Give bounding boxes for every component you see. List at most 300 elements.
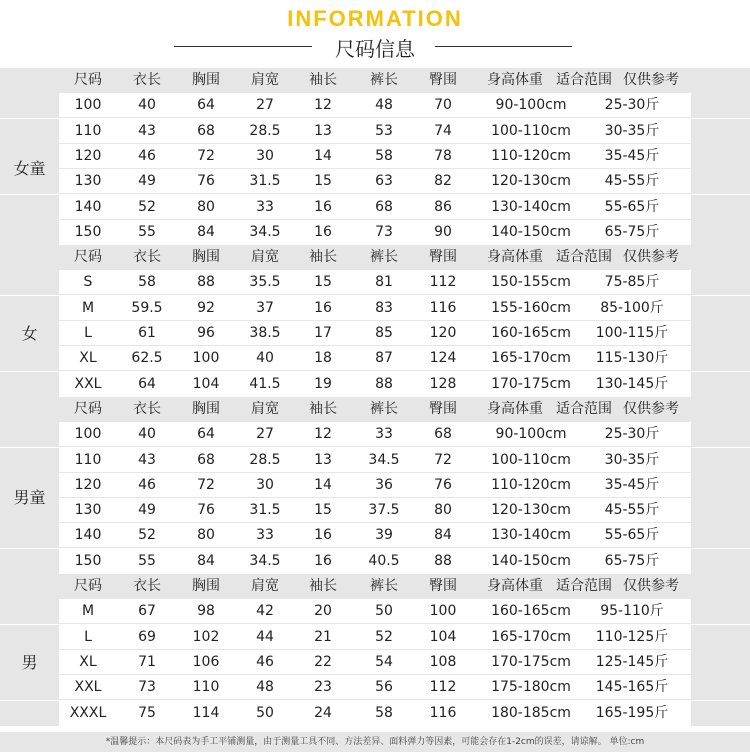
table-cell: 15: [314, 173, 332, 190]
table-cell: 63: [375, 173, 393, 190]
table-cell: 41.5: [249, 375, 281, 392]
column-header: 尺码: [74, 249, 102, 266]
footnote: *温馨提示：本尺码表为手工平铺测量，由于测量工具不同、方法差异、面料弹力等因素，可能会存在1-2cm的误差，请谅解。 单位:cm: [0, 732, 750, 752]
table-cell: 110: [74, 451, 102, 468]
size-row: [0, 498, 750, 523]
table-cell: 55-65斤: [604, 198, 660, 215]
column-header: 仅供参考: [623, 578, 679, 594]
group-label: 男童: [13, 488, 46, 508]
size-row: [0, 119, 750, 144]
table-cell: 100-115斤: [595, 325, 669, 341]
table-cell: 84: [434, 527, 452, 544]
table-cell: 130: [74, 502, 102, 519]
header-row: [0, 68, 750, 93]
table-cell: 170-175cm: [491, 375, 571, 392]
column-header: 裤长: [370, 400, 398, 417]
table-cell: 28.5: [249, 451, 281, 468]
table-cell: 14: [314, 147, 332, 164]
table-cell: 68: [197, 451, 215, 468]
column-header: 裤长: [370, 578, 398, 594]
column-header: 肩宽: [251, 72, 279, 88]
table-cell: 42: [256, 603, 274, 620]
table-cell: 80: [434, 502, 452, 519]
table-cell: 43: [138, 451, 156, 468]
table-cell: 108: [429, 653, 457, 670]
table-cell: 100-110cm: [491, 122, 571, 139]
table-cell: 49: [138, 173, 156, 190]
table-cell: 35-45斤: [604, 476, 660, 493]
table-cell: 130-145斤: [595, 375, 669, 392]
table-cell: 25-30斤: [604, 97, 660, 114]
table-cell: 22: [314, 653, 332, 670]
table-cell: 88: [197, 274, 215, 291]
table-cell: 120: [74, 476, 102, 493]
table-cell: 106: [192, 653, 220, 670]
table-cell: 110: [192, 679, 220, 696]
table-cell: 70: [434, 97, 452, 114]
row-left-band: [0, 549, 59, 574]
size-row: [0, 422, 750, 447]
table-cell: 40: [138, 97, 156, 114]
row-left-band: [0, 701, 59, 726]
table-cell: 38.5: [249, 325, 281, 341]
table-cell: 130-140cm: [491, 198, 571, 215]
table-cell: 52: [138, 527, 156, 544]
row-left-band: [0, 372, 59, 397]
table-cell: 110-125斤: [595, 628, 669, 645]
row-right-band: [691, 169, 750, 194]
table-cell: 27: [256, 426, 274, 443]
size-row: [0, 448, 750, 473]
table-cell: 58: [375, 147, 393, 164]
table-cell: 72: [197, 147, 215, 164]
table-cell: 116: [429, 704, 457, 721]
table-cell: M: [81, 299, 95, 316]
size-row: [0, 296, 750, 321]
table-cell: 90-100cm: [495, 97, 567, 114]
table-cell: 110: [74, 122, 102, 139]
table-cell: 84: [197, 223, 215, 240]
table-cell: 160-165cm: [491, 603, 571, 620]
table-cell: 112: [429, 274, 457, 291]
title-en: INFORMATION: [287, 6, 463, 31]
table-cell: 54: [375, 653, 393, 670]
table-cell: 76: [434, 476, 452, 493]
table-cell: 170-175cm: [491, 653, 571, 670]
table-cell: 83: [375, 299, 393, 316]
table-cell: 73: [138, 679, 156, 696]
size-row: [0, 321, 750, 346]
table-cell: 62.5: [131, 350, 163, 367]
size-row: [0, 346, 750, 371]
table-cell: 100-110cm: [491, 451, 571, 468]
header-row: [0, 397, 750, 422]
table-cell: 40: [256, 350, 274, 367]
column-header: 适合范围: [556, 249, 612, 266]
column-header: 身高体重: [487, 400, 543, 417]
table-cell: 45-55斤: [604, 173, 660, 190]
row-right-band: [691, 422, 750, 447]
table-cell: 23: [314, 679, 332, 696]
table-cell: 36: [375, 476, 393, 493]
row-right-band: [691, 346, 750, 371]
table-cell: 13: [314, 122, 332, 139]
table-cell: 86: [434, 198, 452, 215]
table-cell: 34.5: [368, 451, 400, 468]
column-header: 适合范围: [556, 400, 612, 417]
column-header: 袖长: [309, 72, 337, 88]
table-cell: 30-35斤: [604, 451, 660, 468]
table-cell: L: [84, 325, 92, 341]
table-cell: 52: [375, 628, 393, 645]
table-cell: 16: [314, 552, 332, 569]
column-header: 胸围: [192, 578, 220, 594]
table-cell: 43: [138, 122, 156, 139]
table-cell: 87: [375, 350, 393, 367]
row-left-band: [0, 448, 59, 473]
size-row: [0, 270, 750, 295]
row-left-band: [0, 625, 59, 650]
table-cell: 114: [192, 704, 220, 721]
row-right-band: [691, 448, 750, 473]
table-cell: 78: [434, 147, 452, 164]
table-cell: 40: [138, 426, 156, 443]
size-row: [0, 650, 750, 675]
table-cell: 56: [375, 679, 393, 696]
row-right-band: [691, 625, 750, 650]
size-row: [0, 701, 750, 726]
table-cell: 72: [434, 451, 452, 468]
table-cell: 48: [256, 679, 274, 696]
table-cell: 180-185cm: [491, 704, 571, 721]
row-right-band: [691, 144, 750, 169]
table-cell: 33: [256, 527, 274, 544]
table-cell: 55: [138, 552, 156, 569]
table-cell: 59.5: [131, 299, 163, 316]
table-cell: 34.5: [249, 552, 281, 569]
table-cell: 40.5: [368, 552, 400, 569]
column-header: 肩宽: [251, 578, 279, 594]
size-row: [0, 523, 750, 548]
table-cell: 80: [197, 198, 215, 215]
table-cell: 82: [434, 173, 452, 190]
table-cell: 104: [429, 628, 457, 645]
column-header: 仅供参考: [623, 400, 679, 417]
table-cell: 128: [429, 375, 457, 392]
table-cell: 71: [138, 653, 156, 670]
column-header: 臀围: [429, 72, 457, 88]
table-cell: 58: [375, 704, 393, 721]
row-right-band: [691, 220, 750, 245]
table-cell: 80: [197, 527, 215, 544]
table-cell: 98: [197, 603, 215, 620]
row-right-band: [691, 549, 750, 574]
group-label: 女童: [13, 159, 46, 179]
row-right-band: [691, 93, 750, 118]
table-cell: 76: [197, 502, 215, 519]
table-cell: 130: [74, 173, 102, 190]
table-cell: 85-100斤: [600, 299, 664, 316]
column-header: 肩宽: [251, 249, 279, 266]
table-cell: 67: [138, 603, 156, 620]
table-cell: 21: [314, 628, 332, 645]
table-cell: 31.5: [249, 502, 281, 519]
table-cell: 84: [197, 552, 215, 569]
table-cell: 15: [314, 502, 332, 519]
row-right-band: [691, 321, 750, 346]
table-cell: 39: [375, 527, 393, 544]
column-header: 衣长: [133, 72, 161, 88]
column-header: 臀围: [429, 249, 457, 266]
table-cell: 73: [375, 223, 393, 240]
table-cell: 100: [74, 426, 102, 443]
column-header: 衣长: [133, 578, 161, 594]
table-cell: 35.5: [249, 274, 281, 291]
table-cell: 64: [138, 375, 156, 392]
table-cell: 165-170cm: [491, 350, 571, 367]
column-header: 身高体重: [487, 249, 543, 266]
column-header: 裤长: [370, 249, 398, 266]
table-cell: 140-150cm: [491, 552, 571, 569]
column-header: 裤长: [370, 72, 398, 88]
size-row: [0, 195, 750, 220]
group-label: 女: [21, 323, 38, 343]
table-cell: 76: [197, 173, 215, 190]
row-left-band: [0, 346, 59, 371]
table-cell: 104: [192, 375, 220, 392]
table-cell: 120: [74, 147, 102, 164]
row-left-band: [0, 270, 59, 295]
table-cell: 31.5: [249, 173, 281, 190]
row-right-band: [691, 650, 750, 675]
table-cell: 52: [138, 198, 156, 215]
row-right-band: [691, 523, 750, 548]
row-right-band: [691, 701, 750, 726]
table-cell: XL: [79, 653, 97, 670]
table-cell: 110-120cm: [491, 476, 571, 493]
row-right-band: [691, 599, 750, 624]
column-header: 尺码: [74, 72, 102, 88]
table-cell: 112: [429, 679, 457, 696]
table-cell: 130-140cm: [491, 527, 571, 544]
header-row: [0, 245, 750, 270]
table-cell: 53: [375, 122, 393, 139]
column-header: 臀围: [429, 578, 457, 594]
column-header: 仅供参考: [623, 72, 679, 88]
table-cell: M: [81, 603, 95, 620]
table-cell: 102: [192, 628, 220, 645]
table-cell: 120-130cm: [491, 502, 571, 519]
column-header: 衣长: [133, 249, 161, 266]
size-row: [0, 549, 750, 574]
table-cell: 12: [314, 97, 332, 114]
size-row: [0, 372, 750, 397]
column-header: 适合范围: [556, 578, 612, 594]
table-cell: 120: [429, 325, 457, 341]
row-right-band: [691, 296, 750, 321]
table-cell: 64: [197, 426, 215, 443]
table-cell: 16: [314, 527, 332, 544]
row-left-band: [0, 599, 59, 624]
table-cell: 16: [314, 223, 332, 240]
table-cell: 49: [138, 502, 156, 519]
table-cell: 30: [256, 147, 274, 164]
table-cell: 48: [375, 97, 393, 114]
table-cell: 175-180cm: [491, 679, 571, 696]
table-cell: 44: [256, 628, 274, 645]
table-cell: 33: [375, 426, 393, 443]
table-cell: 90-100cm: [495, 426, 567, 443]
row-left-band: [0, 119, 59, 144]
table-cell: 68: [434, 426, 452, 443]
table-cell: 55-65斤: [604, 527, 660, 544]
row-right-band: [691, 270, 750, 295]
table-cell: 150: [74, 223, 102, 240]
title-rule-right: [435, 46, 572, 47]
table-cell: 88: [375, 375, 393, 392]
row-right-band: [691, 675, 750, 700]
table-cell: 68: [197, 122, 215, 139]
table-cell: 69: [138, 628, 156, 645]
column-header: 适合范围: [556, 72, 612, 88]
column-header: 衣长: [133, 400, 161, 417]
size-row: [0, 599, 750, 624]
group-label: 男: [21, 652, 38, 672]
table-cell: 96: [197, 325, 215, 341]
row-left-band: [0, 195, 59, 220]
size-row: [0, 169, 750, 194]
header-row: [0, 574, 750, 599]
size-row: [0, 144, 750, 169]
table-cell: 25-30斤: [604, 426, 660, 443]
column-header: 胸围: [192, 400, 220, 417]
table-cell: XL: [79, 350, 97, 367]
table-cell: 45-55斤: [604, 502, 660, 519]
table-cell: 140: [74, 527, 102, 544]
table-cell: 72: [197, 476, 215, 493]
table-cell: 125-145斤: [595, 653, 669, 670]
table-cell: 150: [74, 552, 102, 569]
table-cell: XXXL: [69, 704, 107, 721]
table-cell: 124: [429, 350, 457, 367]
table-cell: 28.5: [249, 122, 281, 139]
column-header: 肩宽: [251, 400, 279, 417]
table-cell: 160-165cm: [491, 325, 571, 341]
table-cell: 75: [138, 704, 156, 721]
column-header: 身高体重: [487, 72, 543, 88]
column-header: 仅供参考: [623, 249, 679, 266]
column-header: 身高体重: [487, 578, 543, 594]
table-cell: 85: [375, 325, 393, 341]
table-cell: 68: [375, 198, 393, 215]
table-cell: 35-45斤: [604, 147, 660, 164]
table-cell: 34.5: [249, 223, 281, 240]
size-row: [0, 473, 750, 498]
table-cell: 75-85斤: [604, 274, 660, 291]
row-left-band: [0, 422, 59, 447]
table-cell: S: [83, 274, 93, 291]
table-cell: 14: [314, 476, 332, 493]
table-cell: 19: [314, 375, 332, 392]
table-cell: 150-155cm: [491, 274, 571, 291]
column-header: 臀围: [429, 400, 457, 417]
table-cell: 30: [256, 476, 274, 493]
table-cell: 46: [138, 147, 156, 164]
table-cell: 13: [314, 451, 332, 468]
table-cell: 17: [314, 325, 332, 341]
table-cell: 100: [192, 350, 220, 367]
table-cell: XXL: [74, 679, 102, 696]
table-cell: 61: [138, 325, 156, 341]
table-cell: 92: [197, 299, 215, 316]
table-cell: 65-75斤: [604, 223, 660, 240]
row-left-band: [0, 675, 59, 700]
table-cell: 140: [74, 198, 102, 215]
table-cell: 16: [314, 299, 332, 316]
column-header: 胸围: [192, 249, 220, 266]
table-cell: 46: [138, 476, 156, 493]
table-cell: 18: [314, 350, 332, 367]
row-left-band: [0, 93, 59, 118]
table-cell: 165-195斤: [595, 704, 669, 721]
table-cell: 12: [314, 426, 332, 443]
row-left-band: [0, 523, 59, 548]
table-cell: 100: [429, 603, 457, 620]
column-header: 尺码: [74, 578, 102, 594]
table-cell: XXL: [74, 375, 102, 392]
table-cell: 50: [256, 704, 274, 721]
table-cell: 88: [434, 552, 452, 569]
table-cell: 95-110斤: [600, 603, 664, 620]
table-cell: 55: [138, 223, 156, 240]
table-cell: 115-130斤: [595, 350, 669, 367]
size-row: [0, 220, 750, 245]
column-header: 袖长: [309, 578, 337, 594]
table-cell: 16: [314, 198, 332, 215]
table-cell: 37: [256, 299, 274, 316]
table-cell: 37.5: [368, 502, 400, 519]
column-header: 尺码: [74, 400, 102, 417]
table-cell: 165-170cm: [491, 628, 571, 645]
table-cell: 90: [434, 223, 452, 240]
table-cell: 20: [314, 603, 332, 620]
size-row: [0, 93, 750, 118]
size-row: [0, 625, 750, 650]
header: [0, 0, 750, 68]
size-row: [0, 675, 750, 700]
table-cell: 81: [375, 274, 393, 291]
table-cell: 145-165斤: [595, 679, 669, 696]
row-left-band: [0, 220, 59, 245]
row-right-band: [691, 498, 750, 523]
table-cell: 116: [429, 299, 457, 316]
table-cell: 155-160cm: [491, 299, 571, 316]
table-cell: 74: [434, 122, 452, 139]
row-right-band: [691, 119, 750, 144]
table-cell: 50: [375, 603, 393, 620]
table-cell: 140-150cm: [491, 223, 571, 240]
table-cell: 110-120cm: [491, 147, 571, 164]
row-right-band: [691, 195, 750, 220]
table-cell: 46: [256, 653, 274, 670]
table-cell: 64: [197, 97, 215, 114]
title-cn: 尺码信息: [335, 37, 415, 61]
table-cell: 33: [256, 198, 274, 215]
table-cell: 65-75斤: [604, 552, 660, 569]
table-cell: 30-35斤: [604, 122, 660, 139]
table-cell: L: [84, 628, 92, 645]
table-cell: 24: [314, 704, 332, 721]
